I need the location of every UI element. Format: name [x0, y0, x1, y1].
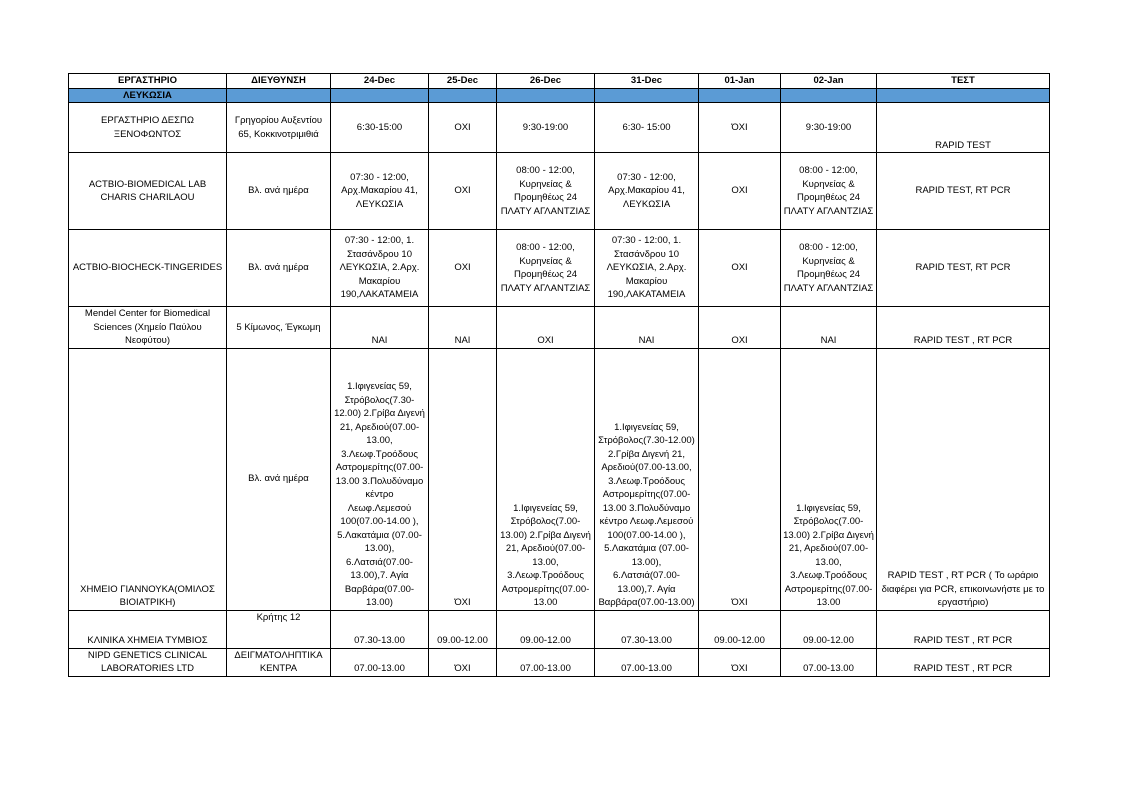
region-row	[69, 88, 1050, 103]
hours-jan02: ΝΑΙ	[781, 307, 877, 349]
hours-dec26: 08:00 - 12:00, Κυρηνείας & Προμηθέως 24 ΠΛΑΤΥ ΑΓΛΑΝΤΖΙΑΣ	[497, 230, 595, 307]
test-types: RAPID TEST , RT PCR	[877, 307, 1050, 349]
hours-jan02: 07.00-13.00	[781, 648, 877, 676]
test-types: RAPID TEST	[877, 103, 1050, 153]
header-lab: ΕΡΓΑΣΤΗΡΙΟ	[69, 74, 227, 89]
hours-dec24: 6:30-15:00	[331, 103, 429, 153]
lab-address: ΔΕΙΓΜΑΤΟΛΗΠΤΙΚΑ ΚΕΝΤΡΑ	[227, 648, 331, 676]
lab-name: ACTBIO-BIOMEDICAL LAB CHARIS CHARILAOU	[69, 153, 227, 230]
hours-jan01: ΌΧΙ	[699, 103, 781, 153]
lab-address: Γρηγορίου Αυξεντίου 65, Κοκκινοτριμιθιά	[227, 103, 331, 153]
lab-name: ACTBIO-BIOCHECK-TINGERIDES	[69, 230, 227, 307]
header-dec26: 26-Dec	[497, 74, 595, 89]
lab-name: NIPD GENETICS CLINICAL LABORATORIES LTD	[69, 648, 227, 676]
hours-dec31: 1.Ιφιγενείας 59, Στρόβολος(7.30-12.00) 2.Γρίβα Διγενή 21, Αρεδιού(07.00-13.00, 3.Λεωφ.Τροόδους Αστρομερίτης(07.00-13.00 3.Πολυδύναμο κέντρο Λεωφ.Λεμεσού 100(07.00-14.00 ), 5.Λακατάμια (07.00-13.00), 6.Λατσιά(07.00-13.00),7. Αγία Βαρβάρα(07.00-13.00)	[595, 348, 699, 610]
lab-address: Βλ. ανά ημέρα	[227, 153, 331, 230]
hours-dec25: ΟΧΙ	[429, 230, 497, 307]
table-row	[69, 610, 1050, 648]
table-row	[69, 648, 1050, 676]
hours-dec31: 6:30- 15:00	[595, 103, 699, 153]
hours-jan01: ΟΧΙ	[699, 230, 781, 307]
lab-name: Mendel Center for Biomedical Sciences (Χημείο Παύλου Νεοφύτου)	[69, 307, 227, 349]
header-row	[69, 74, 1050, 89]
table-row	[69, 307, 1050, 349]
hours-dec24: 07.30-13.00	[331, 610, 429, 648]
header-jan02: 02-Jan	[781, 74, 877, 89]
hours-jan02: 09.00-12.00	[781, 610, 877, 648]
hours-jan02: 08:00 - 12:00, Κυρηνείας & Προμηθέως 24 ΠΛΑΤΥ ΑΓΛΑΝΤΖΙΑΣ	[781, 153, 877, 230]
hours-dec25: ΌΧΙ	[429, 348, 497, 610]
hours-jan01: ΟΧΙ	[699, 307, 781, 349]
header-address: ΔΙΕΥΘΥΝΣΗ	[227, 74, 331, 89]
test-types: RAPID TEST , RT PCR	[877, 610, 1050, 648]
hours-jan02: 1.Ιφιγενείας 59, Στρόβολος(7.00-13.00) 2.Γρίβα Διγενή 21, Αρεδιού(07.00-13.00, 3.Λεωφ.Τροόδους Αστρομερίτης(07.00-13.00	[781, 348, 877, 610]
hours-dec26: 08:00 - 12:00, Κυρηνείας & Προμηθέως 24 ΠΛΑΤΥ ΑΓΛΑΝΤΖΙΑΣ	[497, 153, 595, 230]
hours-dec31: 07:30 - 12:00, Αρχ.Μακαρίου 41, ΛΕΥΚΩΣΙΑ	[595, 153, 699, 230]
hours-jan02: 08:00 - 12:00, Κυρηνείας & Προμηθέως 24 ΠΛΑΤΥ ΑΓΛΑΝΤΖΙΑΣ	[781, 230, 877, 307]
hours-jan01: ΌΧΙ	[699, 648, 781, 676]
table-row	[69, 153, 1050, 230]
hours-dec31: 07.30-13.00	[595, 610, 699, 648]
lab-address: Βλ. ανά ημέρα	[227, 230, 331, 307]
lab-schedule-table	[68, 73, 1050, 677]
hours-dec24: 1.Ιφιγενείας 59, Στρόβολος(7.30-12.00) 2.Γρίβα Διγενή 21, Αρεδιού(07.00-13.00, 3.Λεωφ.Τροόδους Αστρομερίτης(07.00-13.00 3.Πολυδύναμο κέντρο Λεωφ.Λεμεσού 100(07.00-14.00 ), 5.Λακατάμια (07.00-13.00), 6.Λατσιά(07.00-13.00),7. Αγία Βαρβάρα(07.00-13.00)	[331, 348, 429, 610]
region-name: ΛΕΥΚΩΣΙΑ	[69, 88, 227, 103]
test-types: RAPID TEST, RT PCR	[877, 230, 1050, 307]
header-jan01: 01-Jan	[699, 74, 781, 89]
header-dec25: 25-Dec	[429, 74, 497, 89]
hours-dec24: 07:30 - 12:00, 1. Στασάνδρου 10 ΛΕΥΚΩΣΙΑ, 2.Αρχ. Μακαρίου 190,ΛΑΚΑΤΑΜΕΙΑ	[331, 230, 429, 307]
hours-dec24: ΝΑΙ	[331, 307, 429, 349]
lab-name: ΚΛΙΝΙΚΑ ΧΗΜΕΙΑ ΤΥΜΒΙΟΣ	[69, 610, 227, 648]
header-test: ΤΕΣΤ	[877, 74, 1050, 89]
hours-dec26: 07.00-13.00	[497, 648, 595, 676]
hours-jan01: ΌΧΙ	[699, 348, 781, 610]
hours-dec25: ΝΑΙ	[429, 307, 497, 349]
hours-dec25: 09.00-12.00	[429, 610, 497, 648]
header-dec31: 31-Dec	[595, 74, 699, 89]
hours-dec31: 07:30 - 12:00, 1. Στασάνδρου 10 ΛΕΥΚΩΣΙΑ, 2.Αρχ. Μακαρίου 190,ΛΑΚΑΤΑΜΕΙΑ	[595, 230, 699, 307]
hours-jan02: 9:30-19:00	[781, 103, 877, 153]
hours-jan01: 09.00-12.00	[699, 610, 781, 648]
hours-dec25: ΟΧΙ	[429, 103, 497, 153]
lab-address: 5 Κίμωνος, Έγκωμη	[227, 307, 331, 349]
hours-dec24: 07:30 - 12:00, Αρχ.Μακαρίου 41, ΛΕΥΚΩΣΙΑ	[331, 153, 429, 230]
table-row	[69, 230, 1050, 307]
lab-address: Βλ. ανά ημέρα	[227, 348, 331, 610]
lab-name: ΧΗΜΕΙΟ ΓΙΑΝΝΟΥΚΑ(ΟΜΙΛΟΣ ΒΙΟΙΑΤΡΙΚΗ)	[69, 348, 227, 610]
test-types: RAPID TEST, RT PCR	[877, 153, 1050, 230]
lab-name: ΕΡΓΑΣΤΗΡΙΟ ΔΕΣΠΩ ΞΕΝΟΦΩΝΤΟΣ	[69, 103, 227, 153]
hours-dec26: 09.00-12.00	[497, 610, 595, 648]
hours-dec26: 9:30-19:00	[497, 103, 595, 153]
hours-dec31: ΝΑΙ	[595, 307, 699, 349]
hours-dec31: 07.00-13.00	[595, 648, 699, 676]
hours-dec25: ΌΧΙ	[429, 648, 497, 676]
hours-dec26: ΟΧΙ	[497, 307, 595, 349]
hours-dec26: 1.Ιφιγενείας 59, Στρόβολος(7.00-13.00) 2.Γρίβα Διγενή 21, Αρεδιού(07.00-13.00, 3.Λεωφ.Τροόδους Αστρομερίτης(07.00-13.00	[497, 348, 595, 610]
lab-address: Κρήτης 12	[227, 610, 331, 648]
table-row	[69, 348, 1050, 610]
test-types: RAPID TEST , RT PCR	[877, 648, 1050, 676]
hours-dec24: 07.00-13.00	[331, 648, 429, 676]
header-dec24: 24-Dec	[331, 74, 429, 89]
test-types: RAPID TEST , RT PCR ( Το ωράριο διαφέρει για PCR, επικοινωνήστε με το εργαστήριο)	[877, 348, 1050, 610]
hours-dec25: ΟΧΙ	[429, 153, 497, 230]
table-row	[69, 103, 1050, 153]
hours-jan01: ΟΧΙ	[699, 153, 781, 230]
